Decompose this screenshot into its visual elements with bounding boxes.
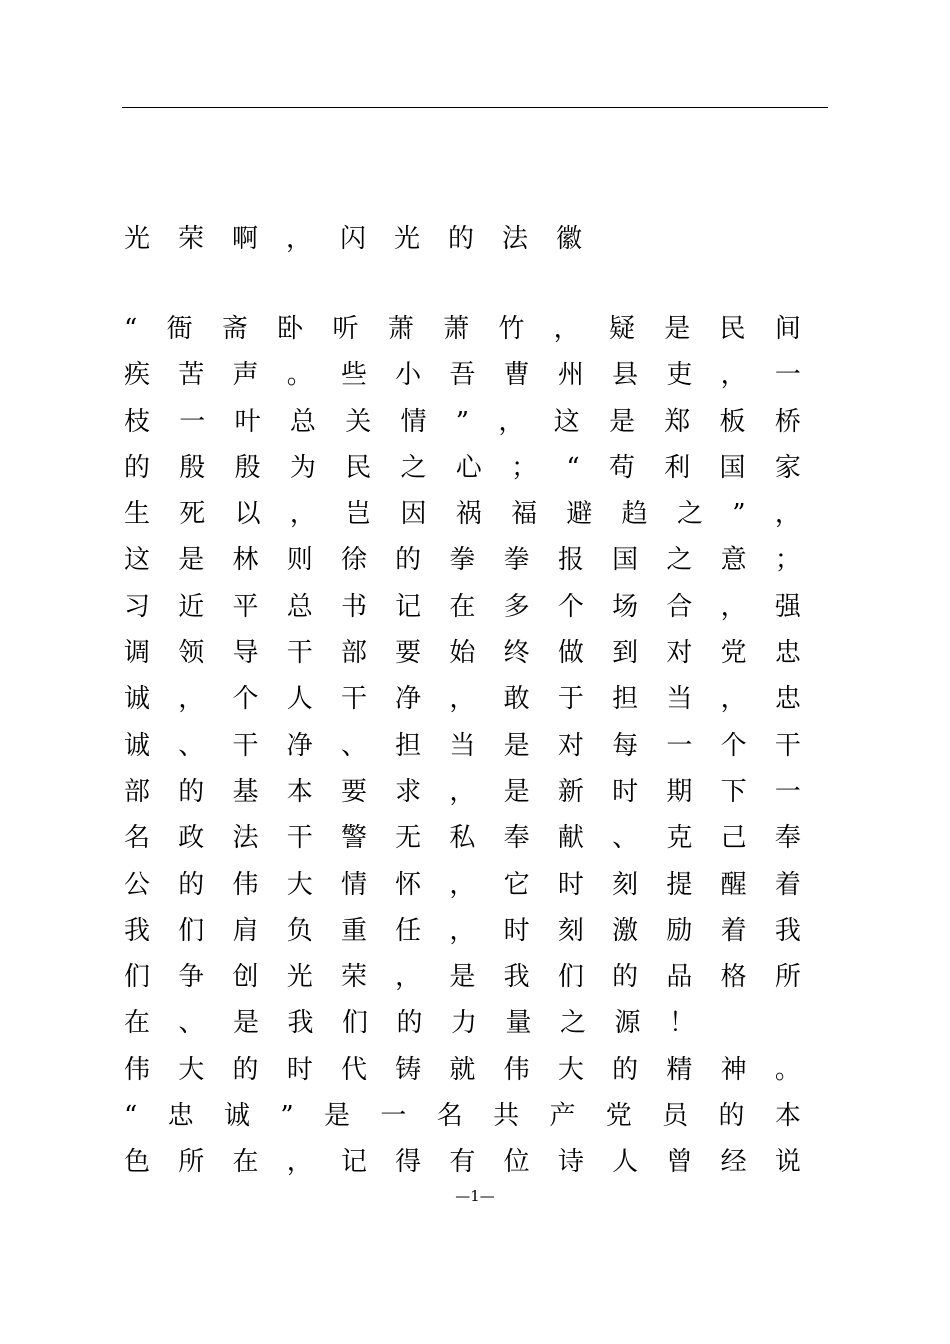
text-line: 的 殷 殷 为 民 之 心 ； “ 苟 利 国 家 [124,452,801,483]
text-line: 生 死 以 ， 岂 因 祸 福 避 趋 之 ” ， [124,499,801,530]
text-line: 伟 大 的 时 代 铸 就 伟 大 的 精 神 。 [124,1054,801,1085]
text-line: 名 政 法 干 警 无 私 奉 献 、 克 己 奉 [124,823,801,854]
text-line: 部 的 基 本 要 求 ， 是 新 时 期 下 一 [124,776,801,807]
text-line: 调 领 导 干 部 要 始 终 做 到 对 党 忠 [124,638,801,669]
text-line: 习 近 平 总 书 记 在 多 个 场 合 ， 强 [124,591,801,622]
text-line: 在 、 是 我 们 的 力 量 之 源 ！ [124,1008,696,1039]
document-title: 光荣啊，闪光的法徽 [124,224,611,254]
text-line: 诚 ， 个 人 干 净 ， 敢 于 担 当 ， 忠 [124,684,801,715]
text-line: 们 争 创 光 荣 ， 是 我 们 的 品 格 所 [124,962,801,993]
text-line: 我 们 肩 负 重 任 ， 时 刻 激 励 着 我 [124,915,801,946]
text-line: 疾 苦 声 。 些 小 吾 曹 州 县 吏 ， 一 [124,360,801,391]
text-line: 这 是 林 则 徐 的 拳 拳 报 国 之 意 ； [124,545,801,576]
header-rule [122,107,828,108]
body-text [124,312,830,1192]
text-line: 枝 一 叶 总 关 情 ” ， 这 是 郑 板 桥 [124,406,801,437]
text-line: 公 的 伟 大 情 怀 ， 它 时 刻 提 醒 着 [124,869,801,900]
text-line: “ 忠 诚 ” 是 一 名 共 产 党 员 的 本 [124,1101,801,1132]
text-line: “ 衙 斋 卧 听 萧 萧 竹 ， 疑 是 民 间 [124,314,801,344]
page-number: —1— [455,1187,495,1205]
text-line: 色 所 在 ， 记 得 有 位 诗 人 曾 经 说 [124,1147,801,1178]
text-line: 诚 、 干 净 、 担 当 是 对 每 一 个 干 [124,730,801,761]
